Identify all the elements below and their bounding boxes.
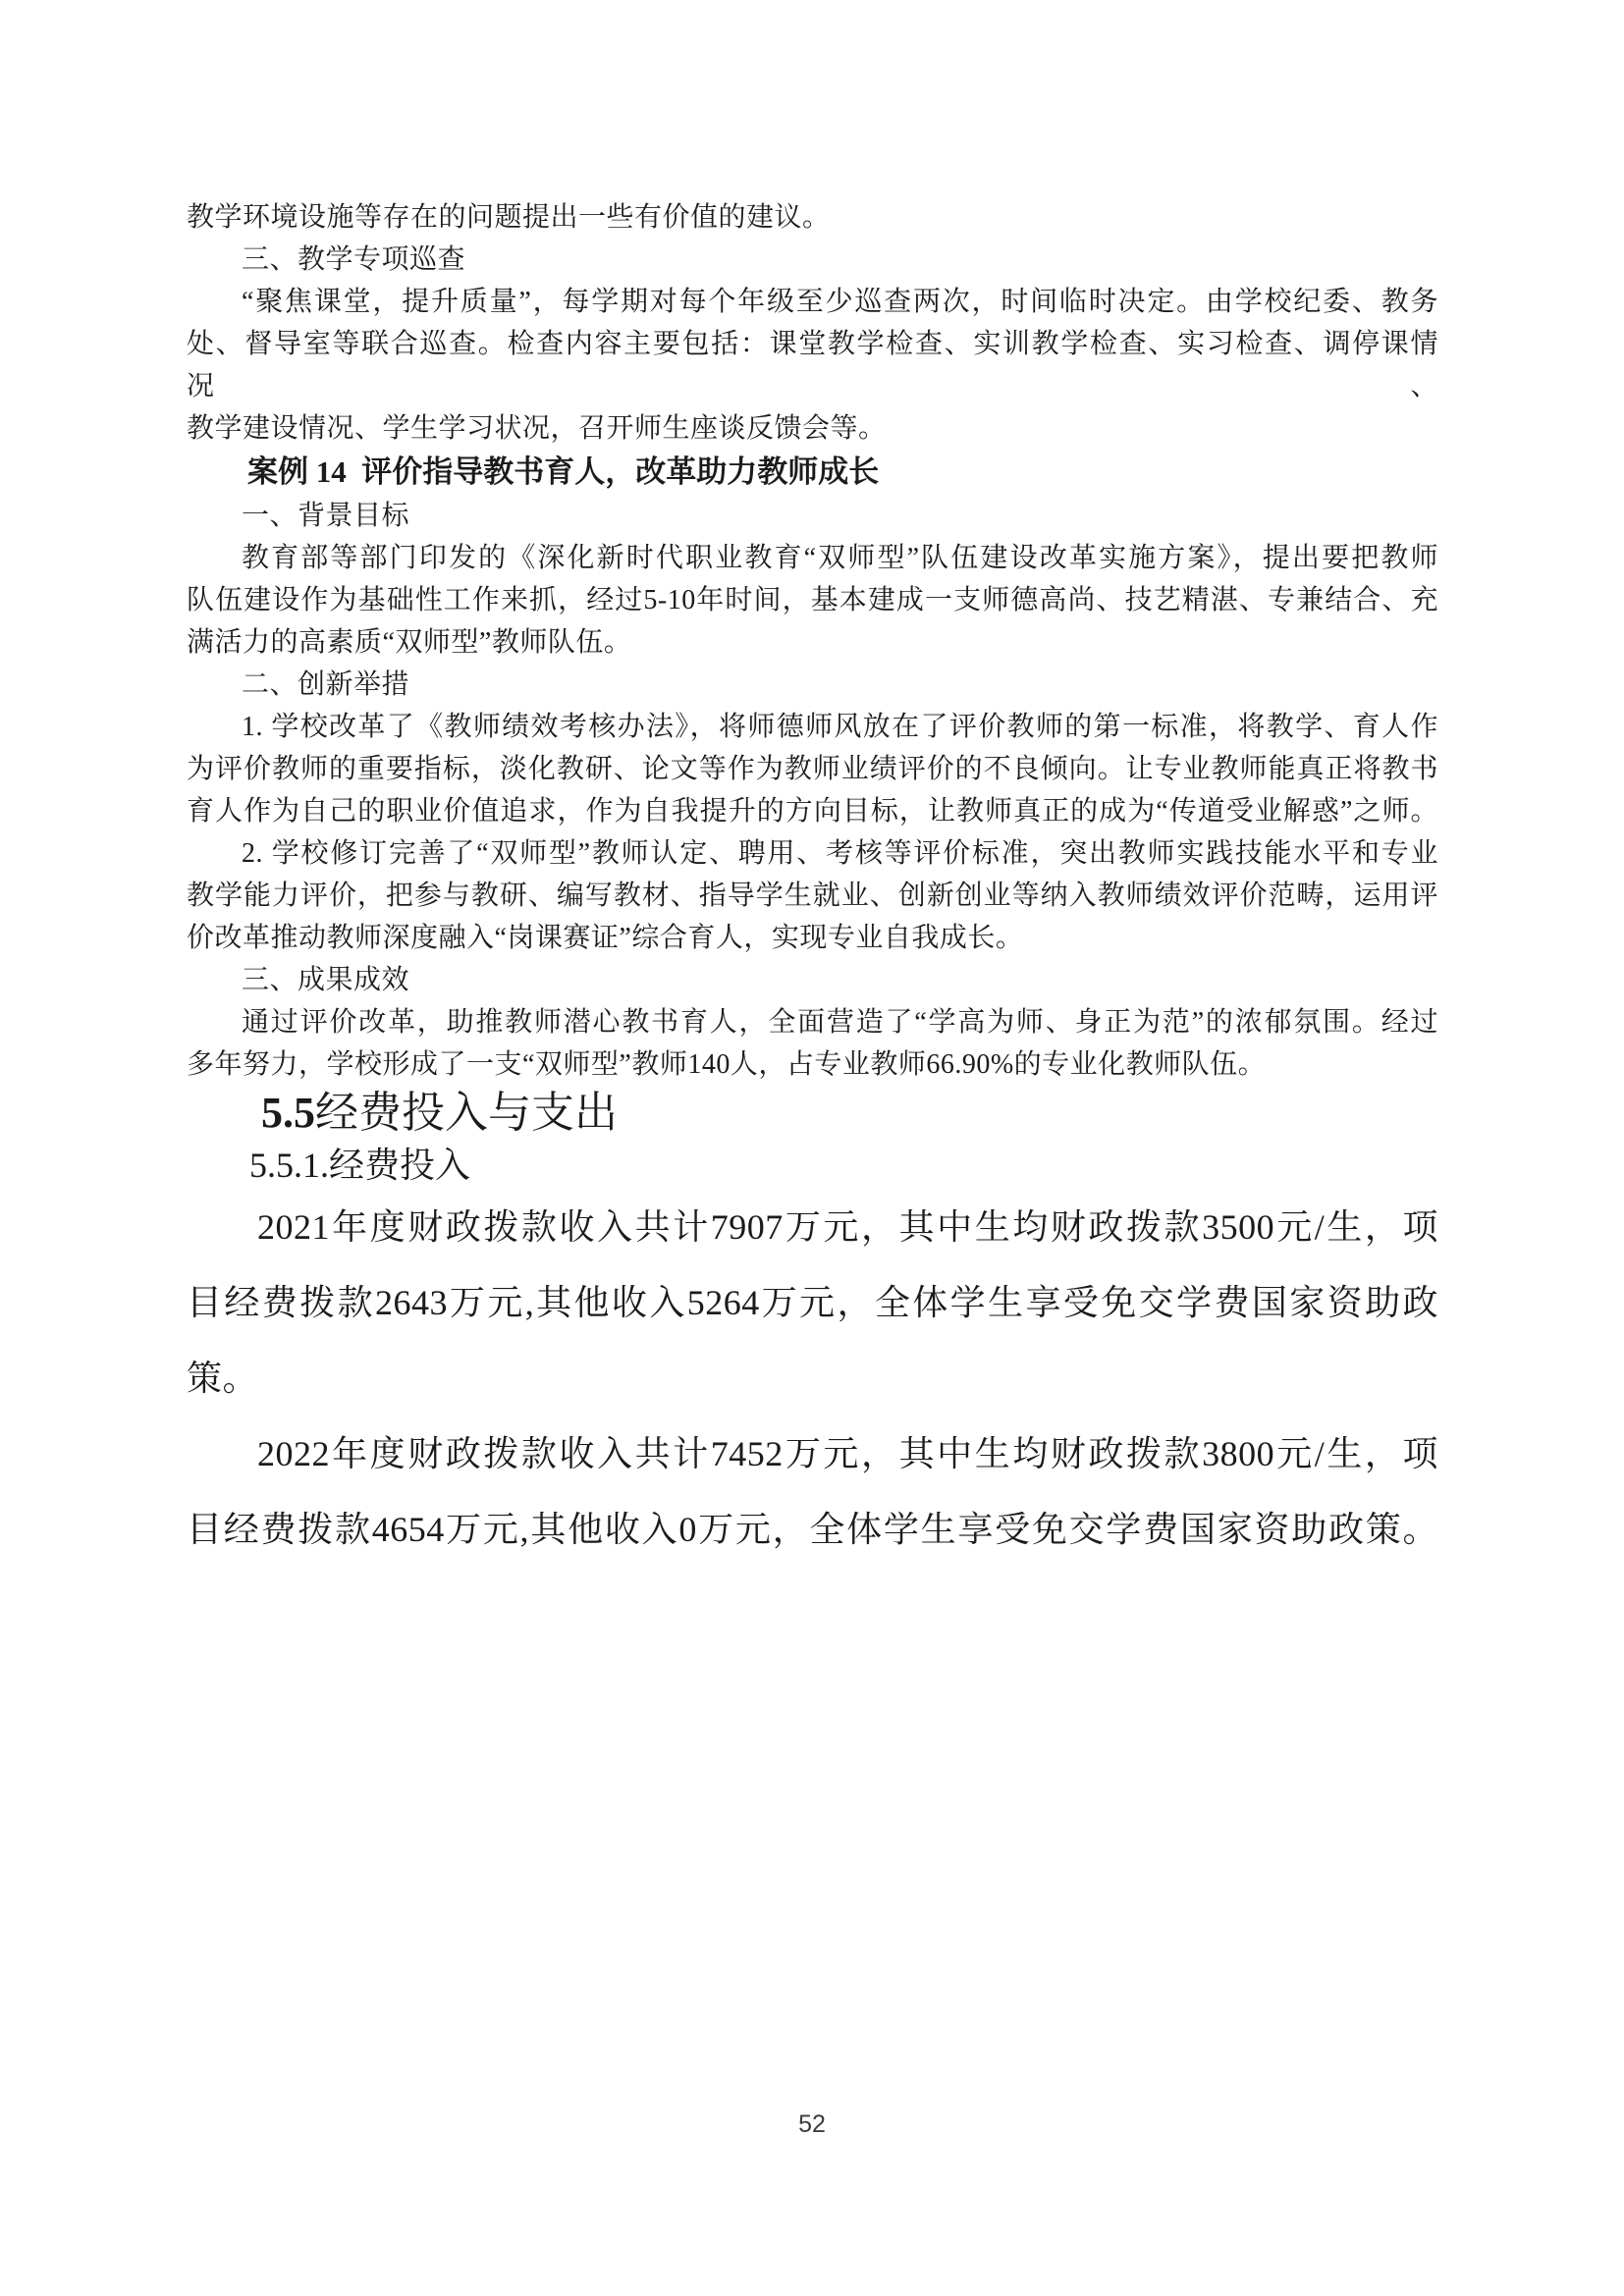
case14-results-line: 多年努力，学校形成了一支“双师型”教师140人，占专业教师66.90%的专业化教师队伍。 <box>187 1049 1267 1080</box>
case14-measures-line: 1. 学校改革了《教师绩效考核办法》，将师德师风放在了评价教师的第一标准，将教学、育人作 <box>242 712 1438 742</box>
case14-measures-subheading: 二、创新举措 <box>242 669 410 700</box>
case14-background-subheading: 一、背景目标 <box>242 501 410 531</box>
case14-background-line: 教育部等部门印发的《深化新时代职业教育“双师型”队伍建设改革实施方案》，提出要把教师 <box>242 543 1438 573</box>
funding-2021-line: 2021年度财政拨款收入共计7907万元，其中生均财政拨款3500元/生，项 <box>257 1207 1438 1247</box>
case-14-title: 案例 14 评价指导教书育人，改革助力教师成长 <box>247 454 880 489</box>
case14-results-line: 通过评价改革，助推教师潜心教书育人，全面营造了“学高为师、身正为范”的浓郁氛围。经过 <box>242 1007 1438 1038</box>
section-5-5-title: 经费投入与支出 <box>315 1089 618 1137</box>
section-5-5-heading <box>187 1086 1438 1141</box>
inspection-paragraph-line: 处、督导室等联合巡查。检查内容主要包括：课堂教学检查、实训教学检查、实习检查、调停课情况、 <box>187 329 1438 401</box>
section-5-5-1-number: 5.5.1. <box>249 1146 329 1185</box>
case14-measures-line: 教学能力评价，把参与教研、编写教材、指导学生就业、创新创业等纳入教师绩效评价范畴，运用评 <box>187 881 1438 911</box>
case14-measures-line: 2. 学校修订完善了“双师型”教师认定、聘用、考核等评价标准，突出教师实践技能水平和专业 <box>242 838 1438 869</box>
funding-2021-line: 策。 <box>187 1359 259 1398</box>
case14-measures-line: 为评价教师的重要指标，淡化教研、论文等作为教师业绩评价的不良倾向。让专业教师能真正将教书 <box>187 754 1438 784</box>
inspection-paragraph-line: 教学建设情况、学生学习状况，召开师生座谈反馈会等。 <box>187 413 887 444</box>
funding-2021-line: 目经费拨款2643万元,其他收入5264万元，全体学生享受免交学费国家资助政 <box>187 1283 1438 1322</box>
case14-background-line: 队伍建设作为基础性工作来抓，经过5-10年时间，基本建成一支师德高尚、技艺精湛、专兼结合、充 <box>187 585 1438 615</box>
case14-measures-line: 育人作为自己的职业价值追求，作为自我提升的方向目标，让教师真正的成为“传道受业解惑”之师。 <box>187 796 1438 827</box>
page-number: 52 <box>798 2110 826 2138</box>
case14-results-subheading: 三、成果成效 <box>242 965 410 995</box>
inspection-subheading: 三、教学专项巡查 <box>242 244 466 275</box>
section-5-5-number: 5.5 <box>261 1089 315 1137</box>
case14-background-line: 满活力的高素质“双师型”教师队伍。 <box>187 627 632 658</box>
section-5-5-1-heading <box>187 1141 1438 1190</box>
case14-measures-line: 价改革推动教师深度融入“岗课赛证”综合育人，实现专业自我成长。 <box>187 923 1024 953</box>
section-5-5-1-title: 经费投入 <box>329 1146 471 1185</box>
funding-2022-line: 目经费拨款4654万元,其他收入0万元，全体学生享受免交学费国家资助政策。 <box>187 1510 1438 1549</box>
funding-2022-line: 2022年度财政拨款收入共计7452万元，其中生均财政拨款3800元/生，项 <box>257 1434 1438 1473</box>
inspection-paragraph-line: “聚焦课堂，提升质量”，每学期对每个年级至少巡查两次，时间临时决定。由学校纪委、教务 <box>242 287 1438 317</box>
paragraph-line-continuation: 教学环境设施等存在的问题提出一些有价值的建议。 <box>187 202 831 233</box>
